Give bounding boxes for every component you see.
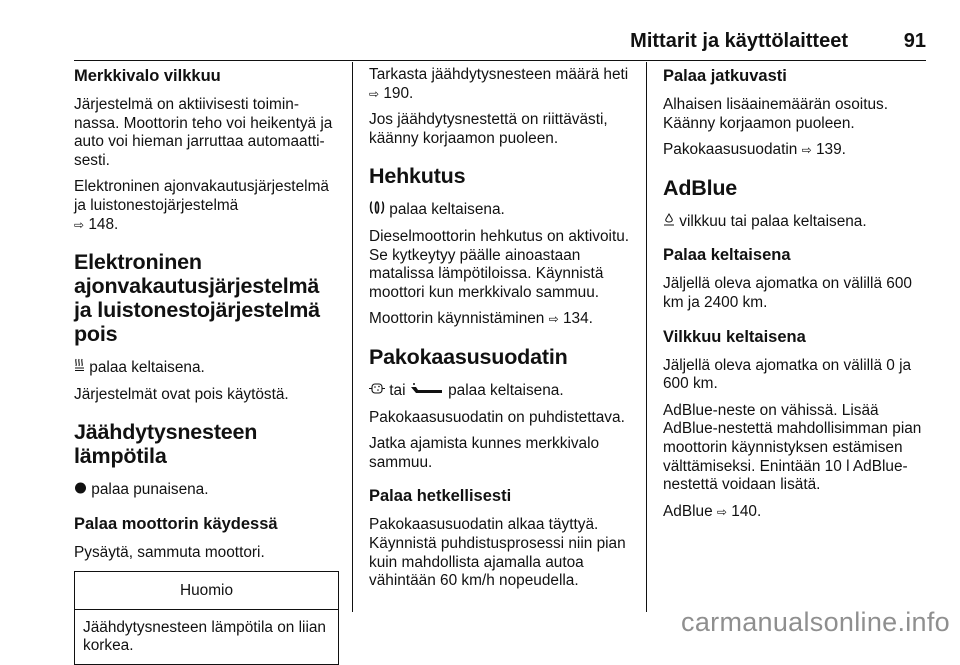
heading-merkkivalo: Merkkivalo vilkkuu	[74, 67, 221, 85]
exhaust-pipe-icon	[410, 381, 444, 400]
glow-plug-icon	[369, 200, 385, 219]
paragraph: Alhaisen lisäainemäärän osoitus. Käänny korjaamon puoleen.	[663, 96, 889, 132]
paragraph: Dieselmoottorin hehkutus on aktivoitu. Se kytkeytyy päälle ainoastaan matalissa lämpötiloissa. Käynnistä moottori kun merkkivalo sammuu.	[369, 227, 630, 301]
paragraph: Jos jäähdytysnestettä on riittävästi, käänny korjaamon puoleen.	[369, 111, 608, 147]
paragraph: Jäljellä oleva ajomatka on välillä 0 ja 600 km.	[663, 356, 912, 393]
paragraph-with-ref: Pakokaasusuodatin ⇨ 139.	[663, 141, 846, 159]
paragraph: Jäljellä oleva ajomatka on välillä 600 km ja 2400 km.	[663, 275, 912, 311]
heading-temporary: Palaa hetkellisesti	[369, 487, 512, 506]
header-rule	[74, 60, 926, 61]
esc-off-line: palaa keltaisena.	[74, 358, 339, 378]
page-ref[interactable]: 140.	[731, 502, 762, 520]
heading-yellow: Palaa keltaisena	[663, 246, 791, 265]
page-number: 91	[903, 30, 926, 52]
note-text: Jäähdytysnesteen lämpötila on liian korkea.	[83, 618, 326, 655]
paragraph: Pysäytä, sammuta moottori.	[74, 543, 265, 561]
page-ref[interactable]: 139.	[815, 141, 846, 159]
ref-arrow-icon: ⇨	[369, 86, 380, 101]
paragraph: Järjestelmät ovat pois käytöstä.	[74, 385, 289, 403]
note-title: Huomio	[75, 572, 338, 610]
warning-dot-icon	[74, 480, 87, 499]
paragraph: Järjestelmä on aktiivisesti toiminnassa. Moottorin teho voi heikentyä ja auto voi hieman jarruttaa automaattisesti.	[74, 96, 333, 169]
ref-arrow-icon: ⇨	[801, 143, 812, 158]
watermark: carmanualsonline.info	[681, 607, 950, 637]
heading-engine-running: Palaa moottorin käydessä	[74, 514, 278, 533]
heading-filter: Pakokaasusuodatin	[369, 344, 568, 369]
paragraph: Jatka ajamista kunnes merkkivalo sammuu.	[369, 435, 600, 471]
paragraph: AdBlue-neste on vähissä. Lisää AdBlue-nestettä mahdollisimman pian moottorin käynnistyksen estämisen välttämiseksi. Enintään 10 l AdBlue-nestettä voidaan lisätä.	[663, 401, 922, 494]
heading-coolant: Jäähdytysnesteen lämpötila	[74, 420, 258, 469]
adblue-icon	[663, 212, 675, 231]
particle-filter-icon	[369, 381, 385, 400]
heading-esc-off: Elektroninen ajonvakautusjärjestelmä ja luistonestojärjestelmä pois	[74, 250, 320, 347]
paragraph-with-ref: Moottorin käynnistäminen ⇨ 134.	[369, 310, 593, 328]
paragraph: Pakokaasusuodatin alkaa täyttyä. Käynnistä puhdistusprosessi niin pian kuin mahdollista ajamalla autoa vähintään 60 km/h nopeudella.	[369, 516, 626, 590]
ref-arrow-icon: ⇨	[74, 217, 85, 232]
column-divider-2	[646, 62, 647, 612]
paragraph: Pakokaasusuodatin on puhdistettava.	[369, 408, 625, 426]
coolant-line: palaa punaisena.	[74, 480, 339, 500]
heading-continuous: Palaa jatkuvasti	[663, 67, 787, 85]
page-ref[interactable]: 190.	[383, 84, 414, 102]
page-header	[74, 30, 926, 60]
filter-line: tai palaa keltaisena.	[369, 381, 634, 401]
page-ref[interactable]: 134.	[563, 310, 593, 328]
column-divider-1	[352, 62, 353, 612]
column-3	[663, 66, 928, 529]
note-box	[74, 571, 339, 665]
adblue-line: vilkkuu tai palaa keltaisena.	[663, 212, 928, 232]
paragraph-with-ref: Tarkasta jäähdytysnesteen määrä heti ⇨ 190.	[369, 66, 629, 102]
heading-glow: Hehkutus	[369, 164, 466, 189]
heading-blink: Vilkkuu keltaisena	[663, 327, 806, 346]
page-ref[interactable]: 148.	[88, 215, 119, 233]
column-1	[74, 66, 339, 665]
ref-arrow-icon: ⇨	[716, 504, 727, 519]
glow-line: palaa keltaisena.	[369, 200, 634, 220]
paragraph-with-ref: AdBlue ⇨ 140.	[663, 502, 762, 520]
ref-arrow-icon: ⇨	[548, 312, 559, 327]
header-title: Mittarit ja käyttölaitteet	[630, 30, 848, 52]
esc-off-icon	[74, 358, 85, 377]
paragraph-with-ref: Elektroninen ajonvakautusjärjestelmä ja luistonestojärjestelmä ⇨ 148.	[74, 178, 329, 233]
heading-adblue: AdBlue	[663, 175, 738, 200]
column-2	[369, 66, 634, 599]
